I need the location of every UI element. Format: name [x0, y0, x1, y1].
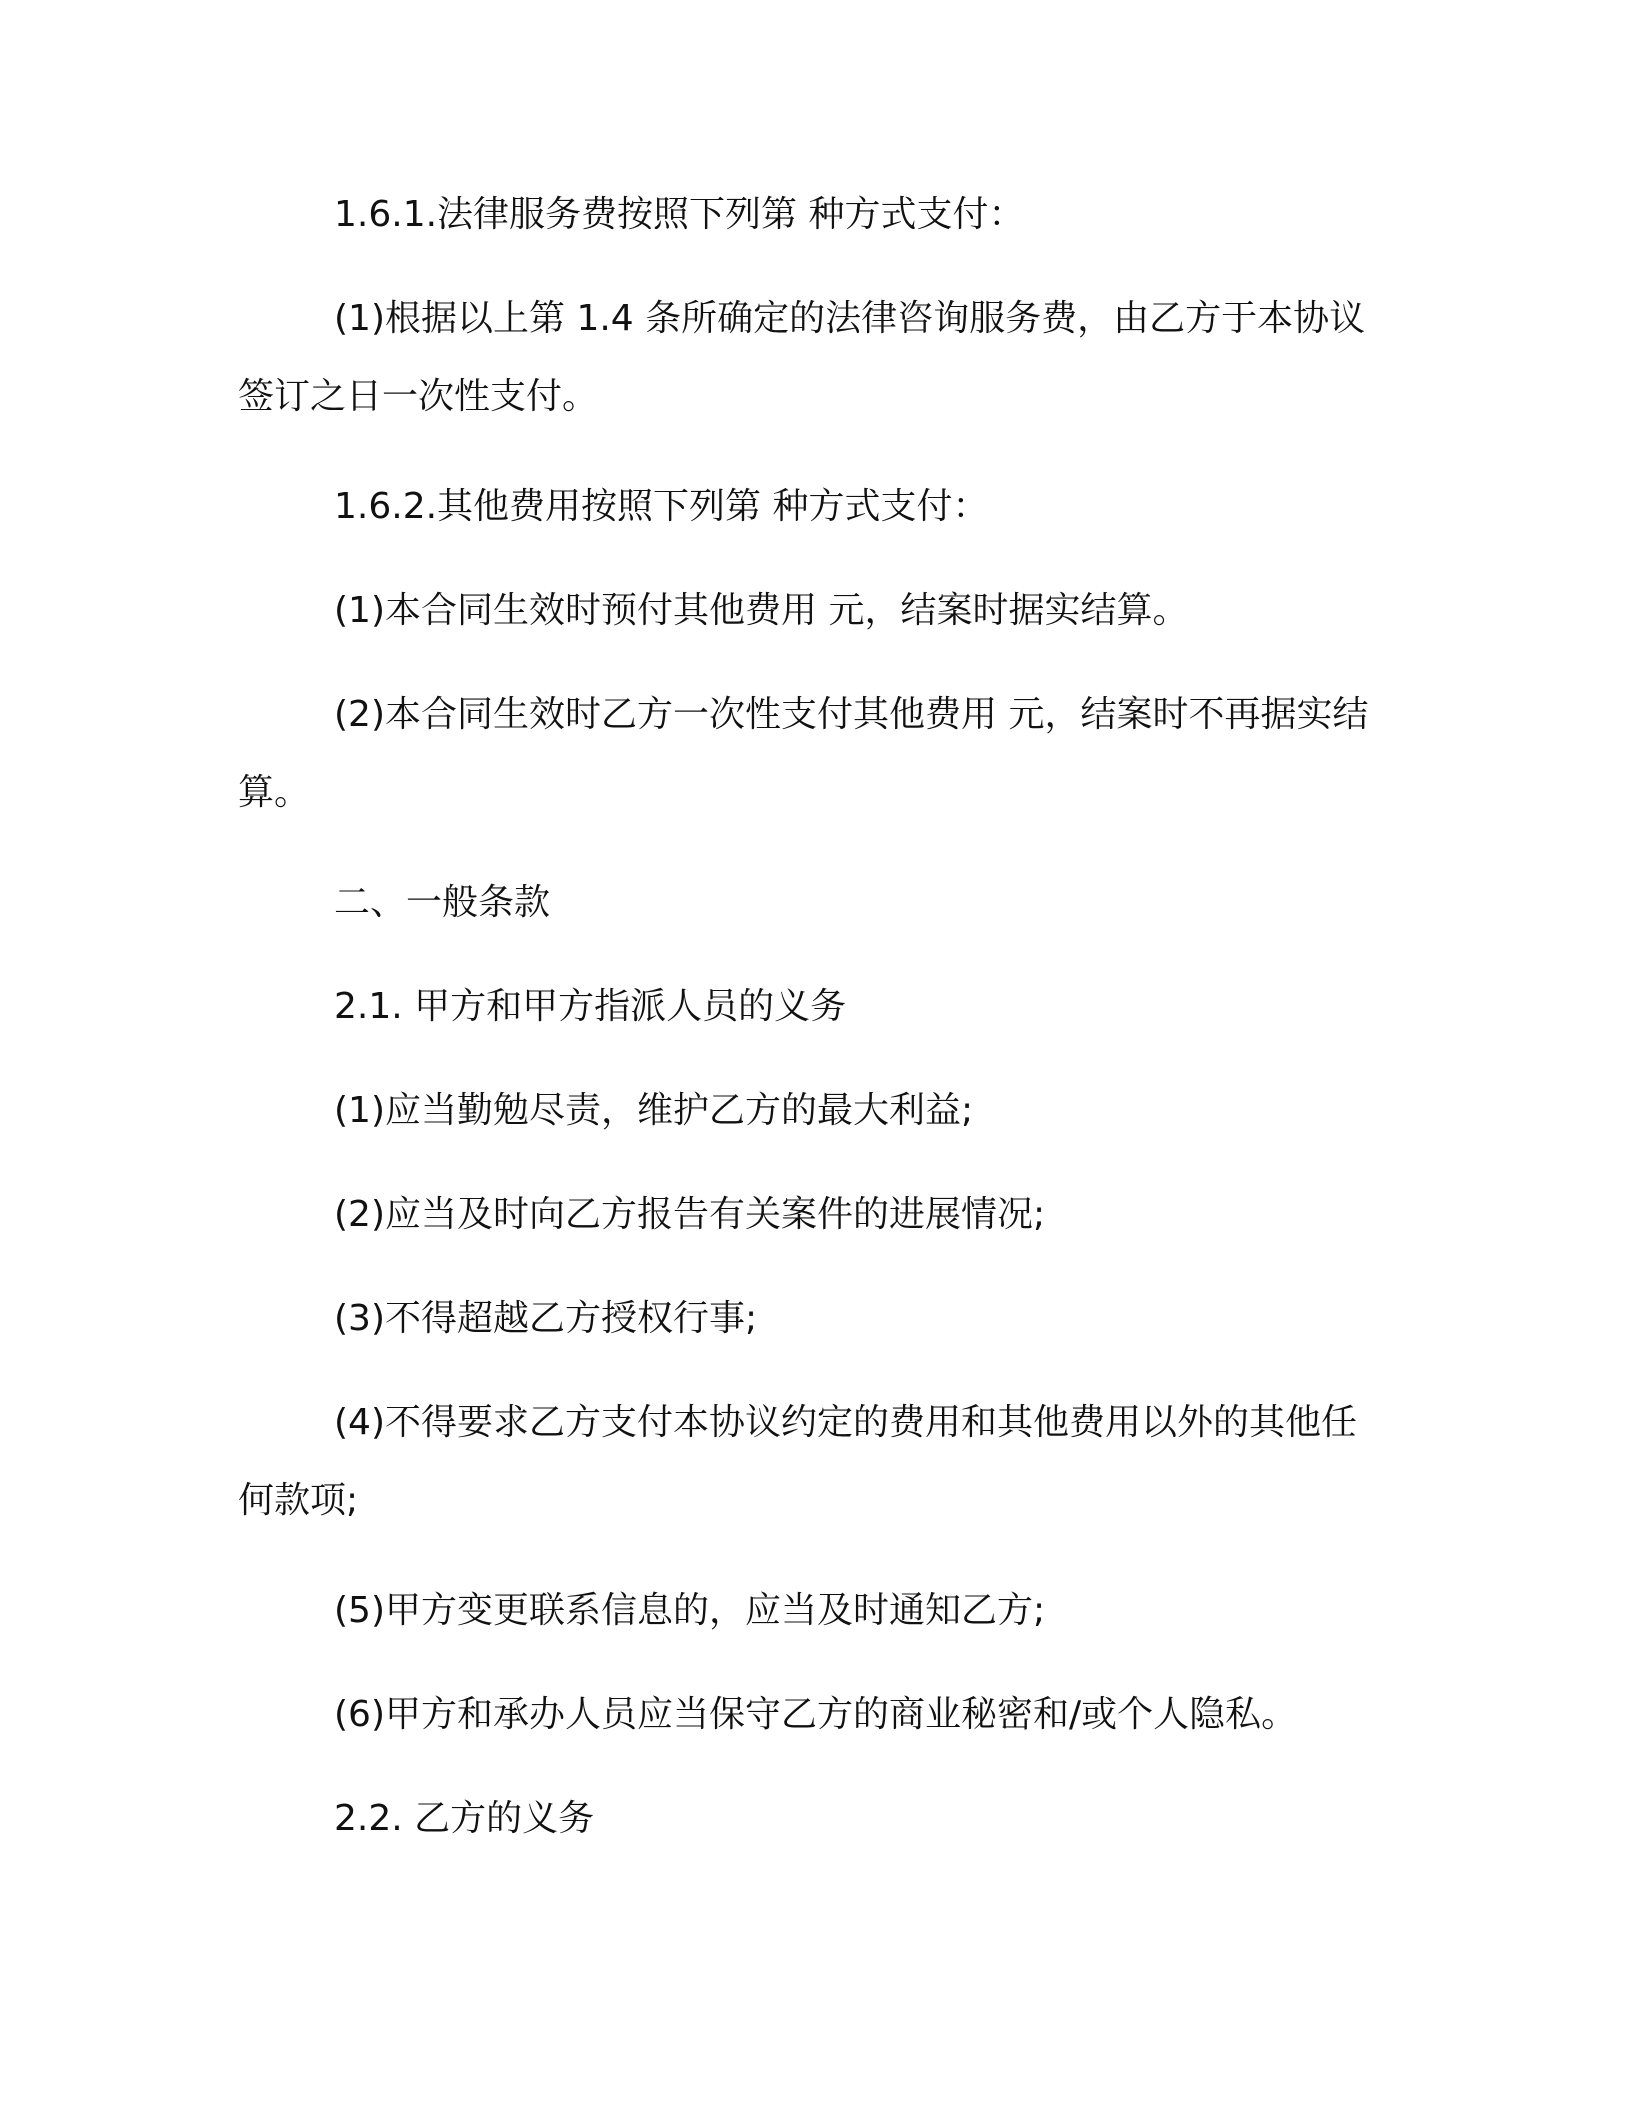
clause-1-6-2-item-2: (2)本合同生效时乙方一次性支付其他费用 元，结案时不再据实结算。 [238, 694, 1369, 813]
section-heading-general-terms: 二、一般条款 [334, 882, 551, 923]
clause-1-6-2-item-1: (1)本合同生效时预付其他费用 元，结案时据实结算。 [334, 590, 1189, 631]
clause-2-2-heading: 2.2. 乙方的义务 [334, 1798, 595, 1839]
clause-2-1-heading: 2.1. 甲方和甲方指派人员的义务 [334, 986, 847, 1027]
clause-1-6-1-item-1: (1)根据以上第 1.4 条所确定的法律咨询服务费，由乙方于本协议签订之日一次性支付。 [238, 298, 1366, 417]
clause-2-1-item-1: (1)应当勤勉尽责，维护乙方的最大利益; [334, 1090, 974, 1131]
clause-2-1-item-3: (3)不得超越乙方授权行事; [334, 1298, 758, 1339]
clause-1-6-2: 1.6.2.其他费用按照下列第 种方式支付： [334, 486, 989, 527]
clause-2-1-item-5: (5)甲方变更联系信息的，应当及时通知乙方; [334, 1590, 1046, 1631]
clause-1-6-1: 1.6.1.法律服务费按照下列第 种方式支付： [334, 194, 1025, 235]
clause-2-1-item-4: (4)不得要求乙方支付本协议约定的费用和其他费用以外的其他任何款项; [238, 1402, 1357, 1521]
clause-2-1-item-2: (2)应当及时向乙方报告有关案件的进展情况; [334, 1194, 1046, 1235]
clause-2-1-item-6: (6)甲方和承办人员应当保守乙方的商业秘密和/或个人隐私。 [334, 1694, 1298, 1735]
